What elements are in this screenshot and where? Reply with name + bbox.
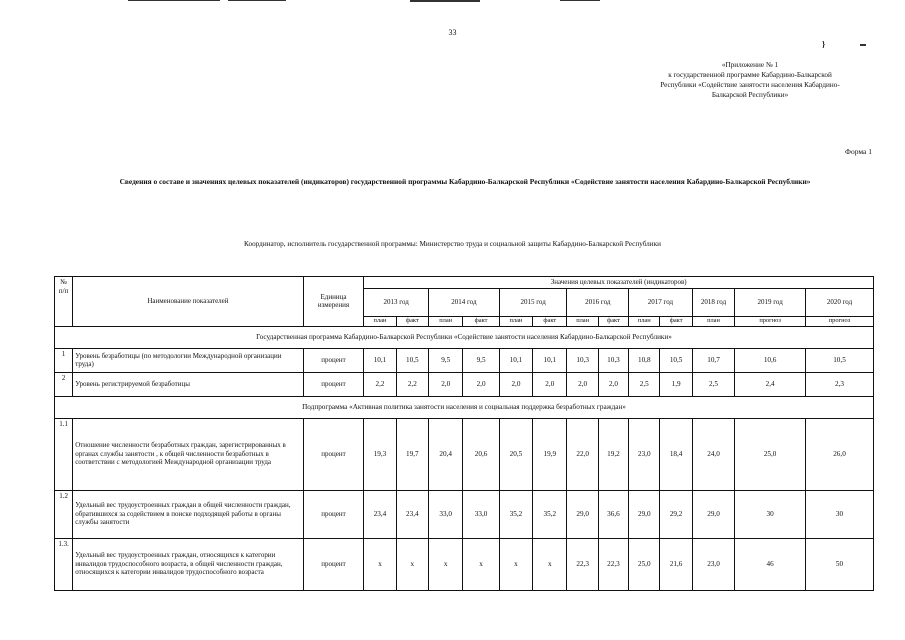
row-value: 19,9 [533,418,567,490]
row-value: 26,0 [805,418,873,490]
row-value: 19,3 [364,418,396,490]
row-num: 1 [55,348,73,372]
indicators-table [54,276,874,591]
row-value: 22,0 [567,418,598,490]
row-value: 10,7 [692,348,734,372]
row-value: 19,2 [598,418,628,490]
appendix-line: «Приложение № 1 [721,61,779,69]
row-value: 23,4 [364,490,396,538]
row-value: 30 [805,490,873,538]
row-value: 36,6 [598,490,628,538]
section-subprogram-title: Подпрограмма «Активная политика занятости населения и социальная поддержка безработных граждан» [55,396,874,418]
row-value: 25,0 [735,418,806,490]
row-value: 29,2 [660,490,692,538]
row-unit: процент [303,418,364,490]
header-plan: план [364,316,396,326]
row-value: 22,3 [567,538,598,590]
row-value: 29,0 [692,490,734,538]
row-value: 22,3 [598,538,628,590]
row-value: 2,4 [735,372,806,396]
header-num: № п/п [55,277,73,327]
header-fact: факт [598,316,628,326]
row-num: 1.2 [55,490,73,538]
header-plan: план [629,316,660,326]
row-value: 10,3 [598,348,628,372]
row-value: 50 [805,538,873,590]
row-value: 46 [735,538,806,590]
row-value: 2,2 [364,372,396,396]
header-forecast: прогноз [805,316,873,326]
row-unit: процент [303,538,364,590]
row-name: Удельный вес трудоустроенных граждан в общей численности граждан, обратившихся за содействием в поиске подходящей работы в органы службы занятости [73,490,303,538]
appendix-line: к государственной программе Кабардино-Балкарской [668,71,832,79]
row-name: Удельный вес трудоустроенных граждан, относящихся к категории инвалидов трудоспособного возраста, в общей численности граждан, относящихся к категории инвалидов трудоспособного возраста [73,538,303,590]
row-value: х [396,538,428,590]
row-value: 10,1 [533,348,567,372]
row-value: 10,1 [499,348,532,372]
row-value: 30 [735,490,806,538]
scan-artifact-line [228,0,286,1]
header-year: 2017 год [629,288,693,316]
header-forecast: прогноз [735,316,806,326]
row-value: 2,0 [463,372,499,396]
header-year: 2016 год [567,288,629,316]
row-value: 10,6 [735,348,806,372]
header-fact: факт [660,316,692,326]
scan-artifact-line [560,0,600,1]
table-row [55,372,874,396]
header-name: Наименование показателей [73,277,303,327]
row-value: 10,3 [567,348,598,372]
page-number: 33 [448,28,457,37]
row-value: 9,5 [429,348,463,372]
row-value: 18,4 [660,418,692,490]
row-name: Уровень регистрируемой безработицы [73,372,303,396]
row-num: 1.3. [55,538,73,590]
row-value: 23,0 [692,538,734,590]
row-value: х [429,538,463,590]
header-plan: план [692,316,734,326]
row-value: х [533,538,567,590]
row-value: 10,5 [660,348,692,372]
row-value: 19,7 [396,418,428,490]
row-value: 2,0 [429,372,463,396]
row-unit: процент [303,372,364,396]
header-plan: план [429,316,463,326]
scan-artifact-line [410,0,480,2]
row-value: 29,0 [567,490,598,538]
row-value: 2,3 [805,372,873,396]
corner-mark: } [822,40,826,49]
row-value: 2,5 [629,372,660,396]
header-year: 2019 год [735,288,806,316]
row-value: 21,6 [660,538,692,590]
row-num: 1.1 [55,418,73,490]
row-value: 20,6 [463,418,499,490]
row-value: 23,4 [396,490,428,538]
header-year: 2020 год [805,288,873,316]
row-value: 25,0 [629,538,660,590]
header-values-group: Значения целевых показателей (индикаторов) [364,277,874,289]
row-value: 10,5 [805,348,873,372]
row-value: 2,0 [598,372,628,396]
scan-artifact-mark [860,44,866,46]
row-value: 35,2 [533,490,567,538]
row-value: 10,5 [396,348,428,372]
document-title: Сведения о составе и значениях целевых показателей (индикаторов) государственной программы Кабардино-Балкарской Республики «Содействие занятости населения Кабардино-Балкарской Республики» [119,177,811,186]
row-value: 2,0 [533,372,567,396]
row-value: х [463,538,499,590]
row-value: 20,4 [429,418,463,490]
section-program-title: Государственная программа Кабардино-Балкарской Республики «Содействие занятости населения Кабардино-Балкарской Республики» [55,326,874,348]
row-value: 24,0 [692,418,734,490]
section-row [55,396,874,418]
row-num: 2 [55,372,73,396]
table-row [55,490,874,538]
row-value: х [364,538,396,590]
row-value: 2,0 [499,372,532,396]
header-plan: план [499,316,532,326]
row-value: 10,8 [629,348,660,372]
appendix-line: Республики «Содействие занятости населения Кабардино- [660,81,840,89]
appendix-note [600,60,900,100]
row-name: Отношение численности безработных граждан, зарегистрированных в органах службы занятости , к общей численности безработных в соответствии с методологией Международной организации труда [73,418,303,490]
row-value: 23,0 [629,418,660,490]
header-fact: факт [533,316,567,326]
row-value: 35,2 [499,490,532,538]
header-year: 2015 год [499,288,567,316]
row-value: 33,0 [463,490,499,538]
section-row [55,326,874,348]
coordinator-line: Координатор, исполнитель государственной программы: Министерство труда и социальной защиты Кабардино-Балкарской Республики [244,240,661,248]
header-fact: факт [463,316,499,326]
row-unit: процент [303,348,364,372]
row-value: 2,0 [567,372,598,396]
row-value: 20,5 [499,418,532,490]
table-row [55,418,874,490]
row-value: 2,5 [692,372,734,396]
table-row [55,348,874,372]
row-value: 9,5 [463,348,499,372]
header-year: 2014 год [429,288,500,316]
header-unit: Единица измерения [303,277,364,327]
scan-artifact-line [128,0,220,1]
form-label: Форма 1 [845,147,872,156]
header-year: 2013 год [364,288,429,316]
row-value: 2,2 [396,372,428,396]
appendix-line: Балкарской Республики» [711,91,789,99]
row-unit: процент [303,490,364,538]
header-fact: факт [396,316,428,326]
row-value: 29,0 [629,490,660,538]
row-name: Уровень безработицы (по методологии Международной организации труда) [73,348,303,372]
row-value: 33,0 [429,490,463,538]
table-row [55,538,874,590]
row-value: х [499,538,532,590]
header-plan: план [567,316,598,326]
header-year: 2018 год [692,288,734,316]
header-row [55,277,874,289]
row-value: 10,1 [364,348,396,372]
row-value: 1,9 [660,372,692,396]
